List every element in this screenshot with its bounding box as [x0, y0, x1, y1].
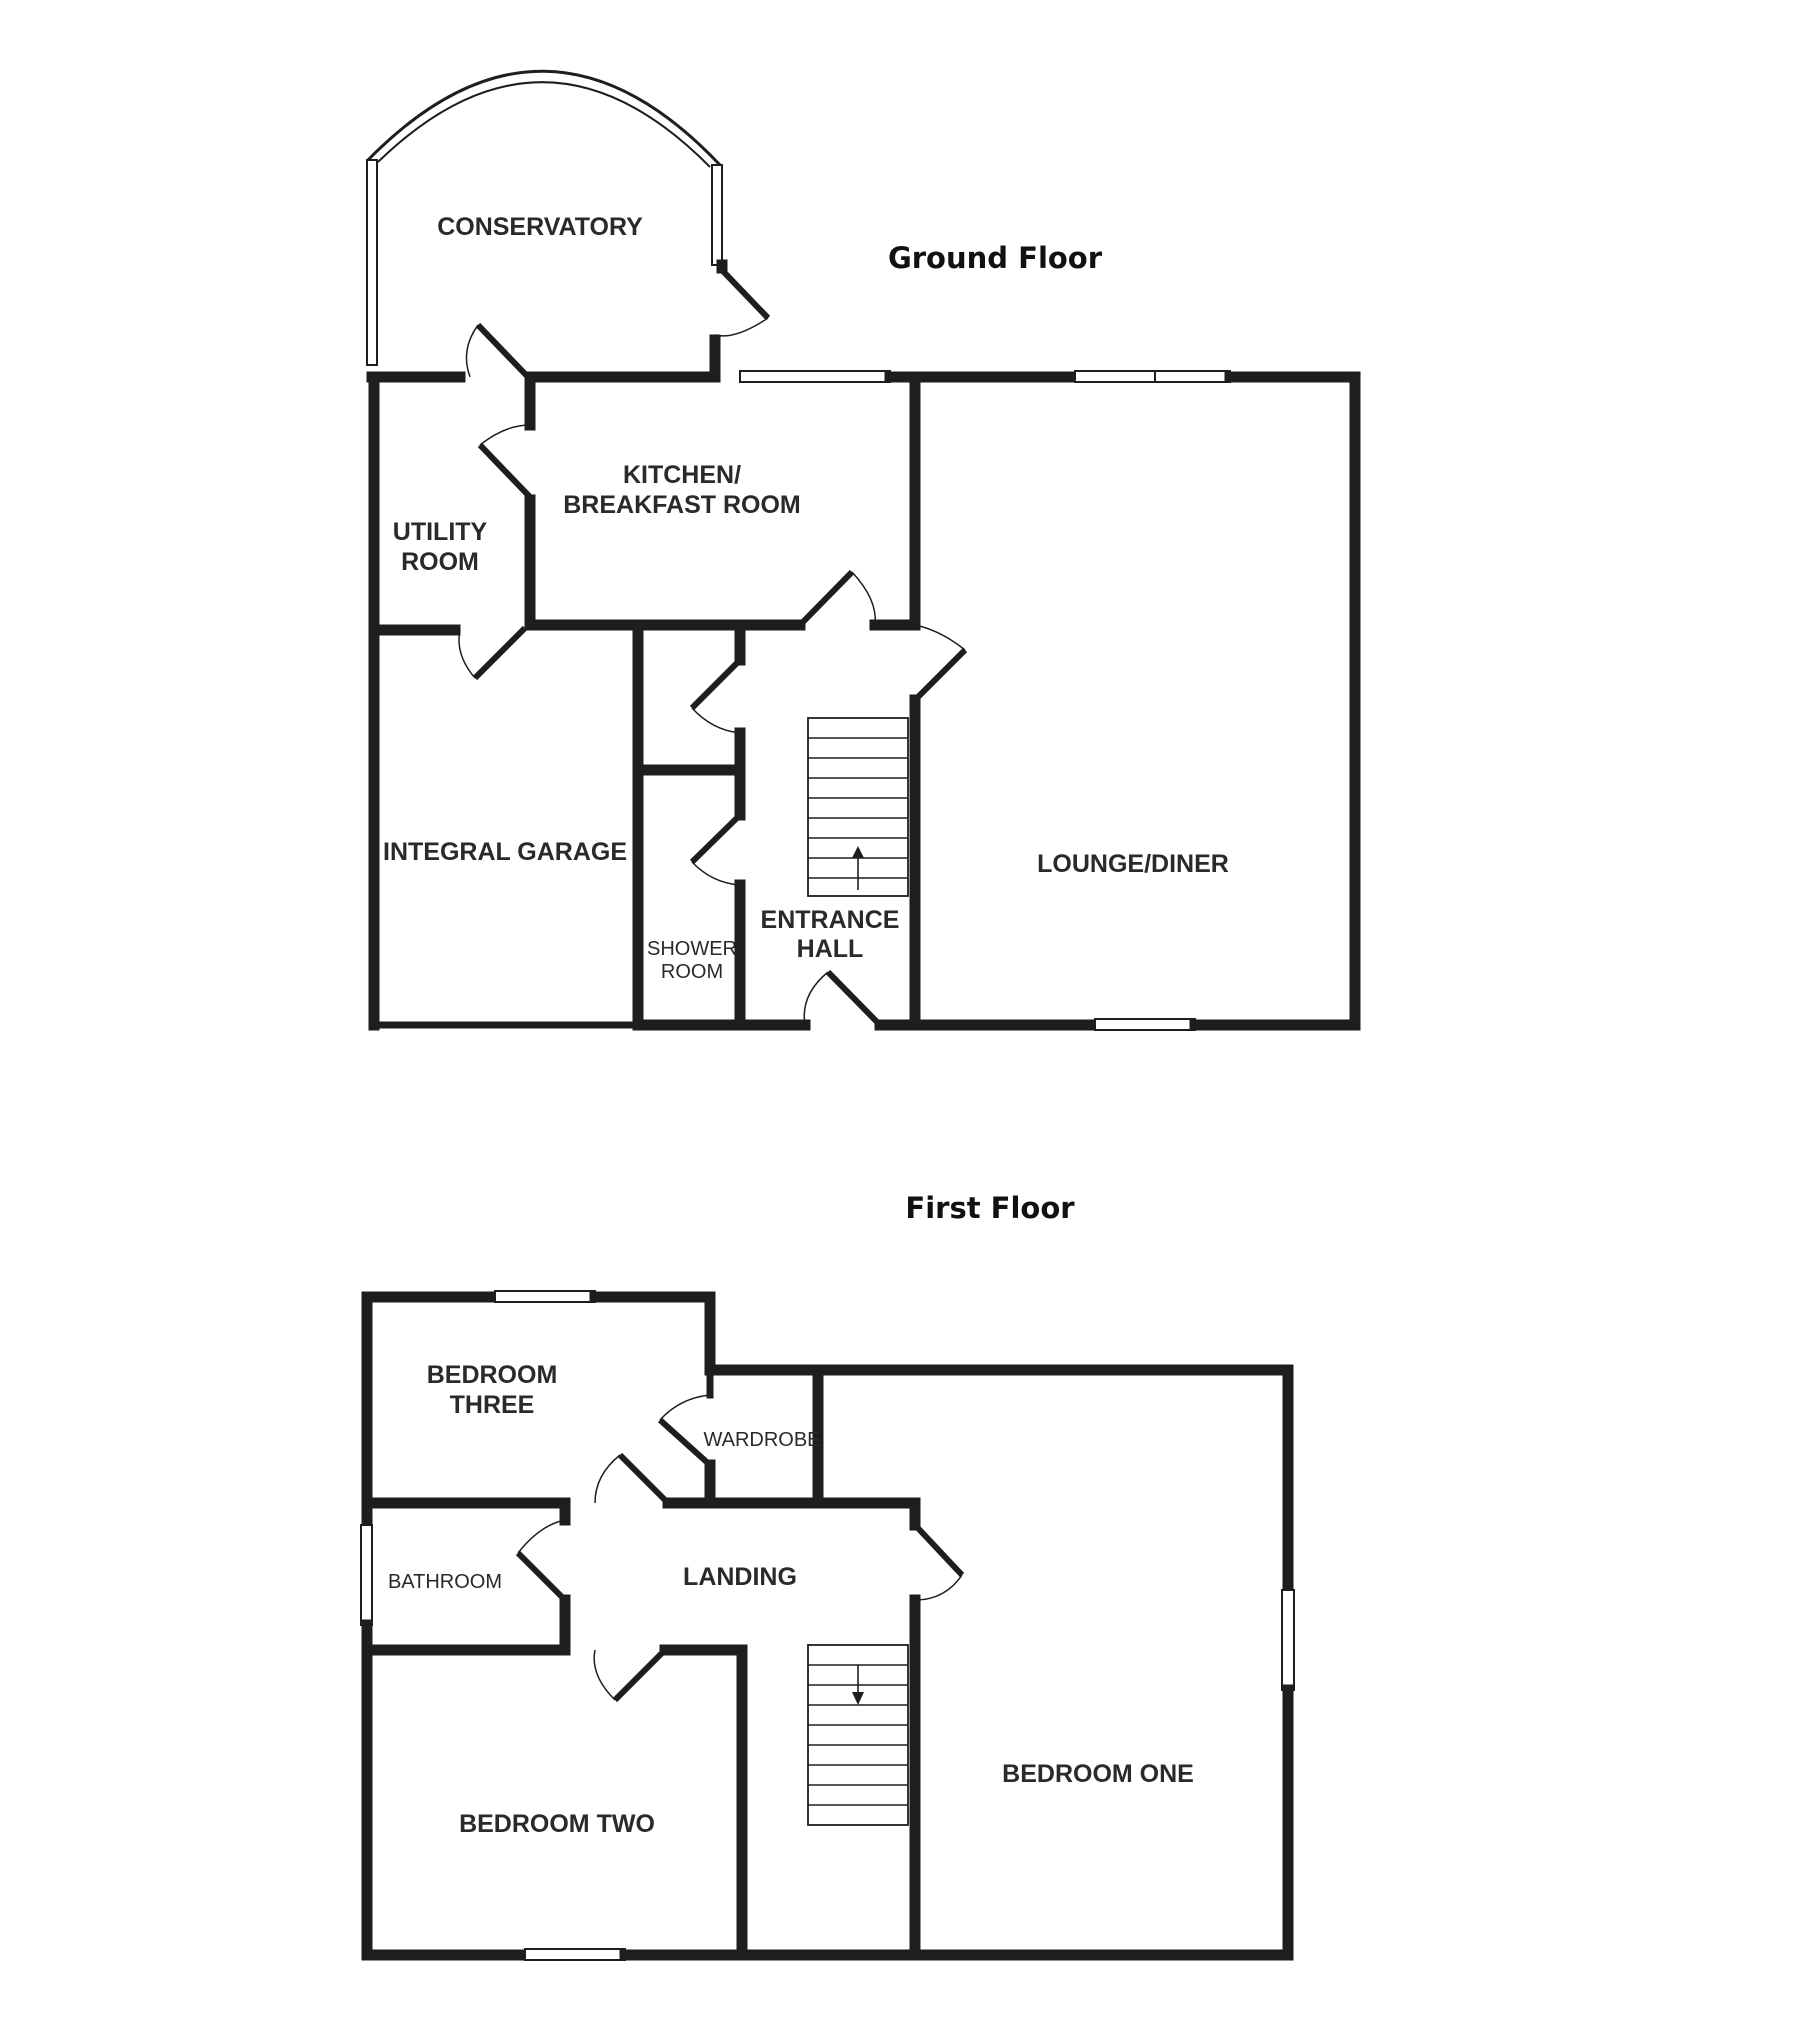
- conservatory-door-leaf: [720, 268, 768, 318]
- front-door-swing: [804, 972, 828, 1025]
- kitchen-label-line2: BREAKFAST ROOM: [563, 491, 801, 519]
- lounge-hall-door-leaf: [915, 650, 965, 700]
- shower-door-leaf: [692, 815, 740, 862]
- conservatory-left-glazing: [367, 160, 377, 365]
- bedroom-one-door-leaf: [915, 1525, 962, 1575]
- bathroom-label: BATHROOM: [387, 1571, 503, 1593]
- shower-label-line1: SHOWER: [647, 938, 737, 960]
- ground-floor-title: Ground Floor: [887, 241, 1103, 275]
- ground-floor-plan: [367, 71, 1355, 1030]
- lounge-label: LOUNGE/DINER: [1037, 850, 1229, 878]
- kitchen-hall-door-leaf: [800, 572, 852, 625]
- conservatory-label: CONSERVATORY: [437, 213, 643, 241]
- wardrobe-label: WARDROBE: [703, 1429, 821, 1451]
- lounge-sliding-door-2: [1155, 371, 1230, 382]
- lounge-window: [1095, 1019, 1195, 1030]
- hall-label-line2: HALL: [796, 935, 864, 963]
- shower-label-line2: ROOM: [660, 961, 724, 983]
- bedroom-one-label: BEDROOM ONE: [1002, 1760, 1194, 1788]
- bedroom-three-door-leaf: [620, 1455, 668, 1503]
- ground-floor-staircase: [808, 718, 908, 896]
- bedroom-three-window: [495, 1291, 595, 1302]
- utility-label-line1: UTILITY: [392, 518, 488, 546]
- conservatory-right-glazing: [712, 165, 722, 265]
- bedroom-three-label-line1: BEDROOM: [426, 1361, 558, 1389]
- bathroom-door-leaf: [518, 1553, 565, 1600]
- front-door-leaf: [828, 972, 880, 1025]
- landing-label: LANDING: [683, 1563, 797, 1591]
- first-floor-plan: [361, 1191, 1294, 1960]
- bedroom-two-door-leaf: [615, 1650, 665, 1700]
- bathroom-window: [361, 1525, 372, 1625]
- lounge-sliding-door-1: [1075, 371, 1155, 382]
- conservatory-glazing-inner: [378, 82, 710, 167]
- first-floor-title: First Floor: [905, 1191, 1075, 1225]
- kitchen-label-line1: KITCHEN/: [622, 461, 742, 489]
- conservatory-glazing-outer: [368, 71, 720, 165]
- bedroom-two-label: BEDROOM TWO: [459, 1810, 655, 1838]
- utility-conservatory-door-leaf: [478, 325, 528, 377]
- garage-utility-door-leaf: [475, 628, 525, 678]
- kitchen-window: [740, 371, 890, 382]
- utility-label-line2: ROOM: [401, 548, 479, 576]
- garage-label: INTEGRAL GARAGE: [383, 838, 627, 866]
- kitchen-utility-door-leaf: [480, 445, 530, 497]
- bedroom-one-window: [1282, 1590, 1294, 1690]
- cupboard-door-leaf: [692, 660, 740, 708]
- first-floor-staircase: [808, 1645, 908, 1825]
- hall-label-line1: ENTRANCE: [760, 906, 900, 934]
- bedroom-two-window: [525, 1949, 625, 1960]
- bedroom-three-label-line2: THREE: [449, 1391, 535, 1419]
